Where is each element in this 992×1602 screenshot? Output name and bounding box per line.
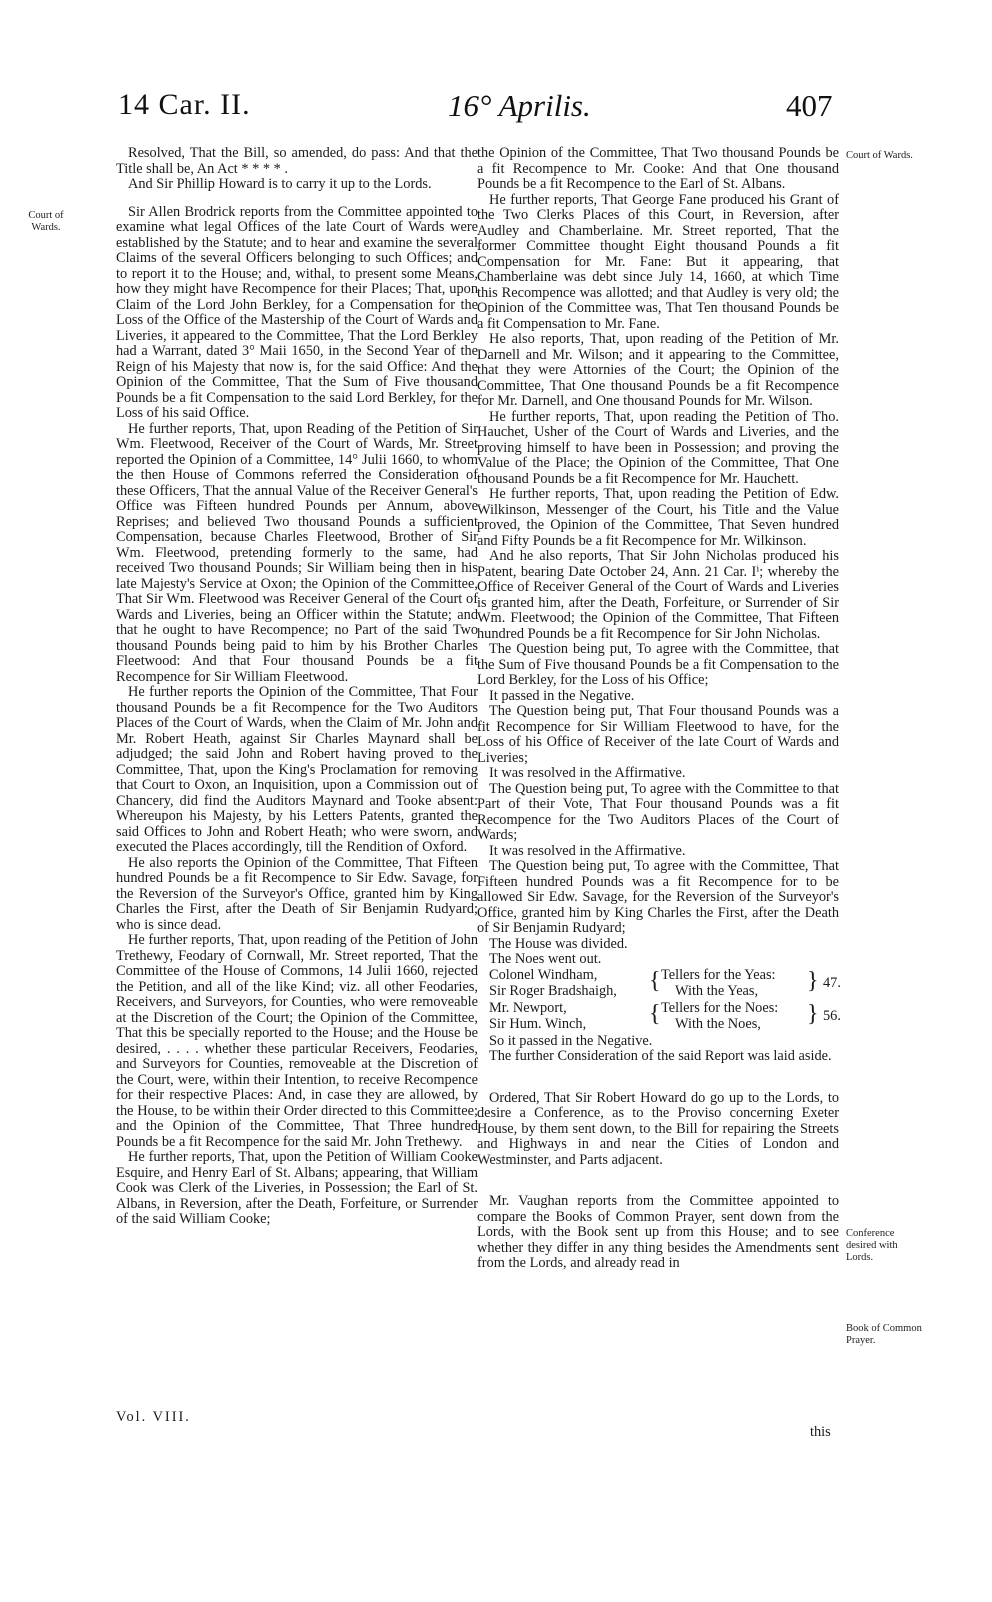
paragraph: It was resolved in the Affirmative. — [489, 765, 686, 781]
noes-teller-2: Sir Hum. Winch, — [489, 1015, 587, 1032]
paragraph: He further reports, That, upon reading the Petition of Tho. Hauchet, Usher of the Court of Wards and Liveries, and the proving himself to have been in Possession; and proving the Value of the Place; the Opinion of the Committee, That One thousand Pounds be a fit Recompence for Mr. Hauchett. — [477, 408, 839, 487]
paragraph: And he also reports, That Sir John Nicholas produced his Patent, bearing Date October 24, Ann. 21 Car. Iⁱ; whereby the Office of Receiver General of the Court of Wards and Liveries is granted him, after the Death, Forfeiture, or Surrender of Sir Wm. Fleetwood; the Opinion of the Committee, That Fifteen hundred Pounds be a fit Recompence for Sir John Nicholas. — [477, 548, 839, 642]
margin-note-court-of-wards-right: Court of Wards. — [846, 150, 913, 161]
paragraph: And Sir Phillip Howard is to carry it up to the Lords. — [128, 176, 432, 192]
paragraph: The Question being put, That Four thousand Pounds was a fit Recompence for Sir William Fleetwood to have, for the Loss of his Office of Receiver of the late Court of Wards and Liveries; — [477, 703, 839, 766]
paragraph: Mr. Vaughan reports from the Committee appointed to compare the Books of Common Prayer, sent down from the Lords, with the Book sent up from this House; and to see whether they differ in any thing besides the Amendments sent from the Lords, and already read in — [477, 1193, 839, 1271]
paragraph: The House was divided. — [489, 935, 628, 952]
running-head-date: 16° Aprilis. — [448, 88, 591, 123]
paragraph: the Opinion of the Committee, That Two thousand Pounds be a fit Recompence to Mr. Cooke: And that One thousand Pounds be a fit Recompence to the Earl of St. Albans. — [477, 145, 839, 192]
noes-label-1: Tellers for the Noes: — [661, 999, 779, 1016]
left-column — [116, 146, 478, 1228]
margin-note-court-of-wards: Court of Wards. — [28, 210, 64, 233]
yeas-label-2: With the Yeas, — [675, 982, 759, 999]
running-head-regnal-year: 14 Car. II. — [118, 88, 251, 121]
paragraph: The further Consideration of the said Report was laid aside. — [489, 1048, 832, 1064]
paragraph: The Question being put, To agree with the Committee, That Fifteen hundred Pounds was a fit Recompence for to be allowed Sir Edw. Savage, for the Reversion of the Surveyor's Office, granted him by King Charles the First, after the Death of Sir Benjamin Rudyard; — [477, 858, 839, 936]
paragraph: The Question being put, To agree with the Committee to that Part of their Vote, That Four thousand Pounds was a fit Recompence for the Two Auditors Places of the Court of Wards; — [477, 780, 839, 843]
paragraph: He also reports, That, upon reading of the Petition of Mr. Darnell and Mr. Wilson; and it appearing to the Committee, that they were Attornies of the Court; the Opinion of the Committee, That One thousand Pounds be a fit Recompence for Mr. Darnell, and One thousand Pounds for Mr. Wilson. — [477, 331, 839, 409]
margin-note-book-of-common-prayer: Book of Common Prayer. — [846, 1323, 922, 1346]
yeas-label-1: Tellers for the Yeas: — [661, 966, 776, 983]
noes-teller-1: Mr. Newport, — [489, 999, 567, 1016]
yeas-teller-2: Sir Roger Bradshaigh, — [489, 982, 617, 999]
paragraph: It was resolved in the Affirmative. — [489, 842, 686, 859]
paragraph: He further reports the Opinion of the Committee, That Four thousand Pounds be a fit Recompence for the Two Auditors Places of the Court of Wards, when the Claim of Mr. John and Mr. Robert Heath, against Sir Charles Maynard shall be adjudged; the said John and Robert having proved to the Committee, That, upon the King's Proclamation for removing that Court to Oxon, an Inquisition, upon a Commission out of Chancery, did find the Auditors Maynard and Tooke absent: Whereupon his Majesty, by his Letters Patents, granted the said Offices to John and Robert Heath; who were sworn, and executed the Places accordingly, till the Rendition of Oxford. — [116, 684, 478, 855]
paragraph: He further reports, That, upon Reading of the Petition of Sir Wm. Fleetwood, Receiver of the Court of Wards, Mr. Street reported the Opinion of a Committee, 14° Julii 1660, to whom the then House of Commons referred the Consideration of these Officers, That the annual Value of the Receiver General's Office was Fifteen hundred Pounds per Annum, above Reprises; and believed Two thousand Pounds a sufficient Compensation, because Charles Fleetwood, Brother of Sir Wm. Fleetwood, pretending formerly to the same, had received Two thousand Pounds; Sir William being then in his late Majesty's Service at Oxon; the Opinion of the Committee, That Sir Wm. Fleetwood was Receiver General of the Court of Wards and Liveries, being an Officer within the Statute; and that he ought to have Recompence; no Part of the said Two thousand Pounds being paid to him by his Brother Charles Fleetwood: And that Four thousand Pounds be a fit Recompence for Sir William Fleetwood. — [116, 420, 478, 685]
brace-open-icon: { — [649, 1000, 661, 1027]
paragraph: Sir Allen Brodrick reports from the Committee appointed to examine what legal Offices of the late Court of Wards were established by the Statute; and to hear and examine the several Claims of the several Officers belonging to such Offices; and to report it to the House; and, withal, to present some Means, how they might have Recompence for their Places; That, upon Claim of the Lord John Berkley, for a Compensation for the Loss of the Office of the Mastership of the Court of Wards and Liveries, it appeared to the Committee, That the Lord Berkley had a Warrant, dated 3° Maii 1650, in the Second Year of the Reign of his Majesty that now is, for the said Office: And the Opinion of the Committee, That the Sum of Five thousand Pounds be a fit Compensation to the said Lord Berkley, for the Loss of his said Office. — [116, 203, 478, 421]
paragraph: Resolved, That the Bill, so amended, do pass: And that the Title shall be, An Act * * * * . — [116, 145, 478, 177]
brace-close-icon: } — [807, 1000, 819, 1027]
yeas-teller-1: Colonel Windham, — [489, 966, 598, 983]
noes-count: 56. — [823, 1007, 841, 1024]
paragraph: The Noes went out. — [489, 951, 602, 967]
margin-note-conference: Conference desired with Lords. — [846, 1228, 898, 1263]
volume-signature: Vol. VIII. — [116, 1409, 191, 1425]
paragraph: The Question being put, To agree with the Committee, that the Sum of Five thousand Pounds be a fit Compensation to the Lord Berkley, for the Loss of his Office; — [477, 641, 839, 688]
page-number: 407 — [786, 88, 833, 123]
paragraph: He further reports, That, upon reading of the Petition of John Trethewy, Feodary of Cornwall, Mr. Street reported, That the Committee of the House of Commons, 14 Julii 1660, rejected the Petition, and all of the like Kind; viz. all other Feodaries, Receivers, and Surveyors, for Counties, who were removeable at the Discretion of the Court; the Opinion of the Committee, That this be specially reported to the House; and the House be desired, . . . . whether these particular Receivers, Feodaries, and Surveyors for Counties, removeable at the Discretion of the Court, were, within their Intention, to receive Recompence for their respective Places: And, in case they are allowed, by the House, to be within their Order directed to this Committee; and the Opinion of the Committee, That Three hundred Pounds be a fit Recompence for the said Mr. John Trethewy. — [116, 932, 478, 1150]
paragraph: He also reports the Opinion of the Committee, That Fifteen hundred Pounds be a fit Recompence to Sir Edw. Savage, for the Reversion of the Surveyor's Office, granted him by King Charles the First, after the Death of Sir Benjamin Rudyard; who is since dead. — [116, 854, 478, 933]
brace-open-icon: { — [649, 967, 661, 994]
catchword: this — [810, 1424, 831, 1440]
brace-close-icon: } — [807, 967, 819, 994]
paragraph: He further reports, That George Fane produced his Grant of the Two Clerks Places of this Court, in Reversion, after Audley and Chamberlaine. Mr. Street reported, That the former Committee thought Eight thousand Pounds a fit Compensation for Mr. Fane: But it appearing, that Chamberlaine was debt since July 14, 1660, at which Time this Recompence was allotted; and that Audley is very old; the Opinion of the Committee was, That Ten thousand Pounds be a fit Compensation to Mr. Fane. — [477, 191, 839, 332]
paragraph: So it passed in the Negative. — [489, 1032, 653, 1049]
division-tellers — [477, 968, 839, 1034]
paragraph: He further reports, That, upon reading the Petition of Edw. Wilkinson, Messenger of the Court, his Title and the Value proved, the Opinion of the Committee, That Seven hundred and Fifty Pounds be a fit Recompence for Mr. Wilkinson. — [477, 486, 839, 549]
paragraph: He further reports, That, upon the Petition of William Cooke Esquire, and Henry Earl of St. Albans; appearing, that William Cook was Clerk of the Liveries, in Possession; the Earl of St. Albans, in Reversion, after the Death, Forfeiture, or Surrender of the said William Cooke; — [116, 1149, 478, 1227]
right-column — [477, 146, 839, 1272]
paragraph: Ordered, That Sir Robert Howard do go up to the Lords, to desire a Conference, as to the Proviso concerning Exeter House, by them sent down, to the Bill for repairing the Streets and Highways in and near the Cities of London and Westminster, and Parts adjacent. — [477, 1089, 839, 1168]
yeas-count: 47. — [823, 974, 841, 991]
paragraph: It passed in the Negative. — [489, 687, 635, 704]
noes-label-2: With the Noes, — [675, 1015, 761, 1032]
